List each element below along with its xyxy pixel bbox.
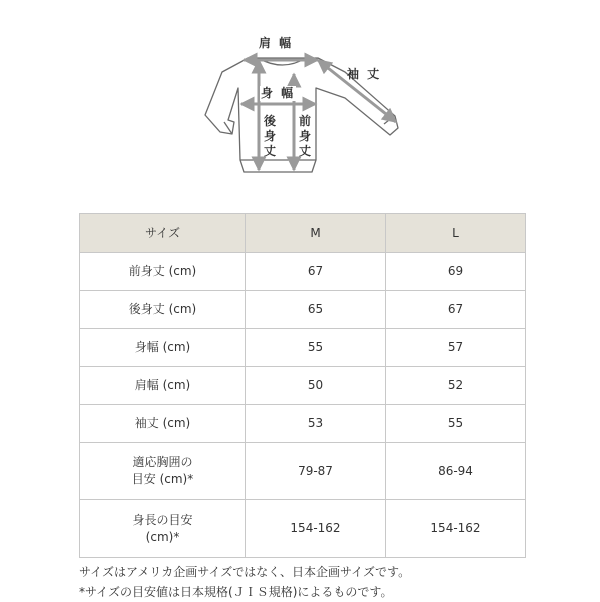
size-notes bbox=[79, 562, 579, 602]
sleeve-length-label: 袖 丈 bbox=[347, 67, 382, 81]
row-label: 後身丈 (cm) bbox=[80, 291, 246, 329]
row-label: 適応胸囲の 目安 (cm)* bbox=[80, 443, 246, 500]
garment-measurement-diagram bbox=[0, 0, 600, 200]
front-length-label: 前 身 丈 bbox=[298, 114, 311, 158]
size-table-header bbox=[80, 214, 526, 253]
body-width-label: 身 幅 bbox=[261, 86, 296, 100]
cell-l: 86-94 bbox=[386, 443, 526, 500]
row-label: 前身丈 (cm) bbox=[80, 253, 246, 291]
table-row bbox=[80, 500, 526, 558]
cell-m: 79-87 bbox=[246, 443, 386, 500]
cell-m: 53 bbox=[246, 405, 386, 443]
table-row bbox=[80, 253, 526, 291]
header-size: サイズ bbox=[80, 214, 246, 253]
cell-l: 69 bbox=[386, 253, 526, 291]
row-label: 肩幅 (cm) bbox=[80, 367, 246, 405]
note-line: *サイズの目安値は日本規格(ＪＩＳ規格)によるものです。 bbox=[79, 585, 393, 599]
cell-m: 50 bbox=[246, 367, 386, 405]
cell-m: 154-162 bbox=[246, 500, 386, 558]
cell-m: 65 bbox=[246, 291, 386, 329]
cell-l: 154-162 bbox=[386, 500, 526, 558]
cell-m: 67 bbox=[246, 253, 386, 291]
table-row bbox=[80, 405, 526, 443]
table-row bbox=[80, 443, 526, 500]
cell-l: 67 bbox=[386, 291, 526, 329]
note-line: サイズはアメリカ企画サイズではなく、日本企画サイズです。 bbox=[79, 565, 411, 579]
cell-l: 55 bbox=[386, 405, 526, 443]
row-label: 身幅 (cm) bbox=[80, 329, 246, 367]
sweater-illustration bbox=[0, 0, 600, 200]
header-l: L bbox=[386, 214, 526, 253]
back-length-label: 後 身 丈 bbox=[263, 114, 276, 158]
cell-l: 52 bbox=[386, 367, 526, 405]
cell-l: 57 bbox=[386, 329, 526, 367]
header-m: M bbox=[246, 214, 386, 253]
cell-m: 55 bbox=[246, 329, 386, 367]
row-label: 袖丈 (cm) bbox=[80, 405, 246, 443]
table-row bbox=[80, 291, 526, 329]
row-label: 身長の目安 (cm)* bbox=[80, 500, 246, 558]
shoulder-width-label: 肩 幅 bbox=[259, 36, 294, 50]
size-table bbox=[79, 213, 526, 558]
table-row bbox=[80, 367, 526, 405]
table-row bbox=[80, 329, 526, 367]
